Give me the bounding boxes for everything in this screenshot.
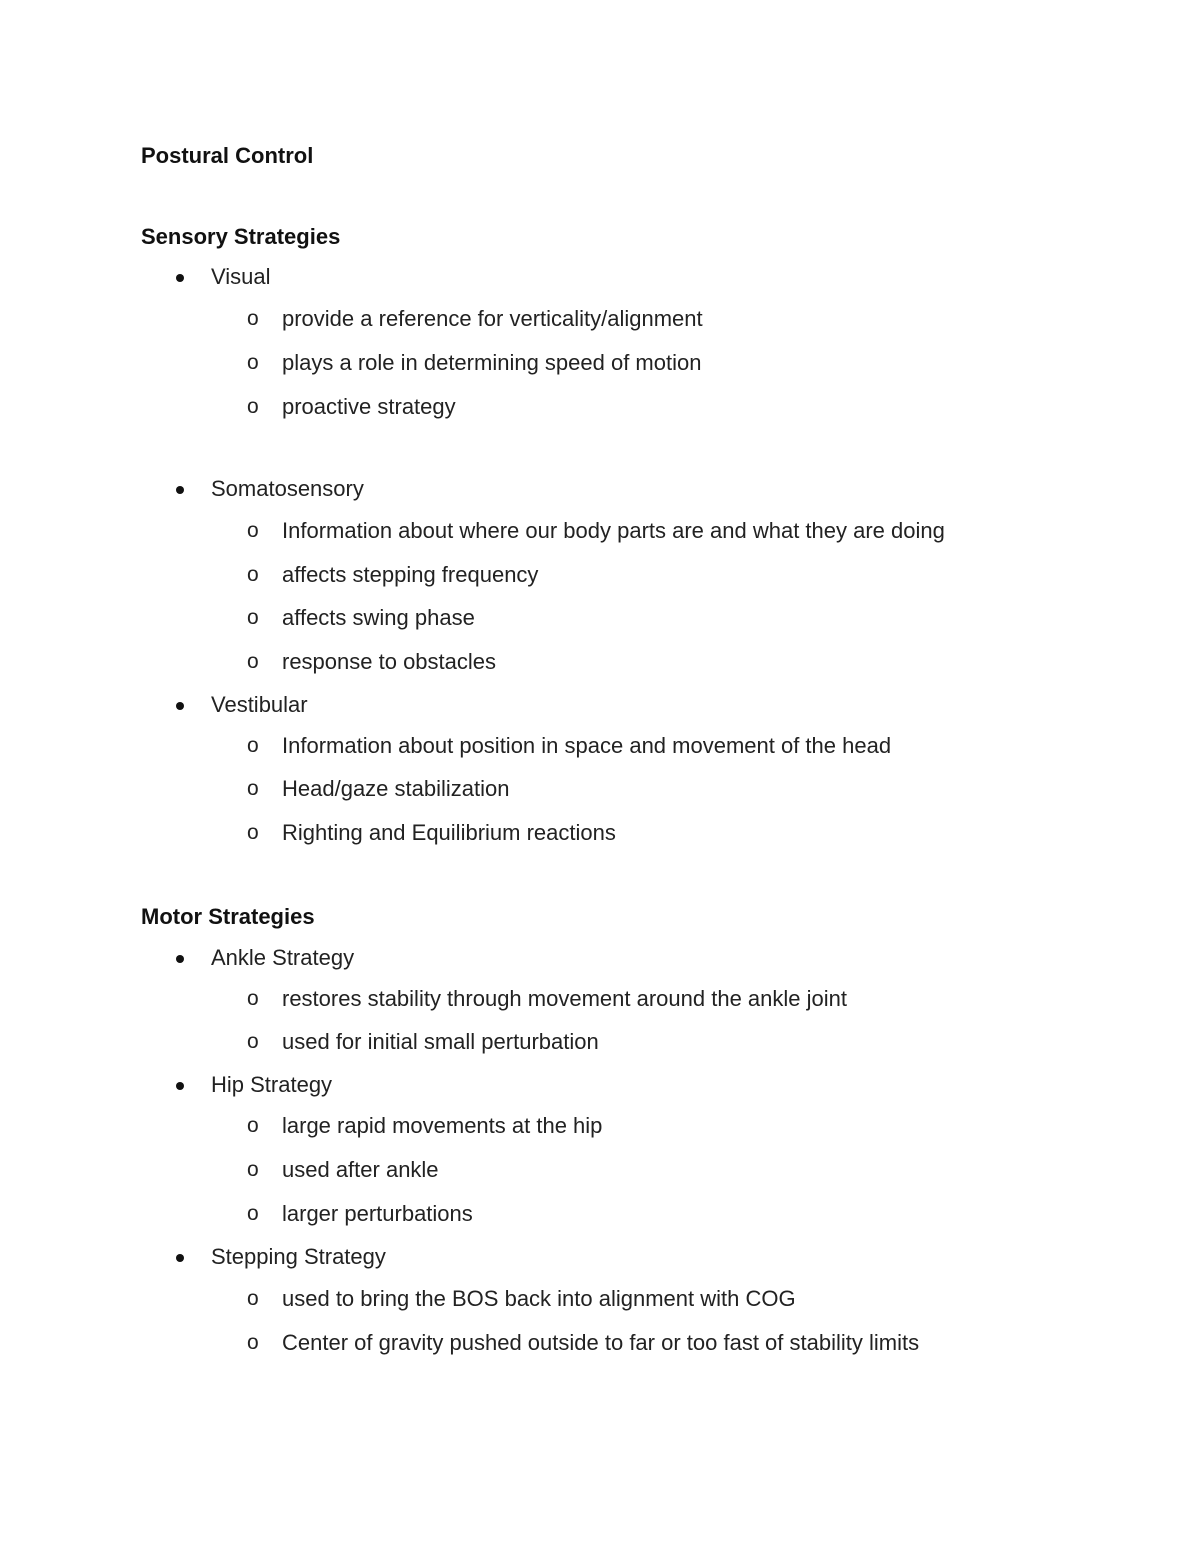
sub-list-item: o larger perturbations <box>282 1201 473 1227</box>
sub-list-item: o Information about position in space and movement of the head <box>282 733 891 759</box>
list-item-stepping-strategy: Stepping Strategy <box>211 1244 386 1269</box>
section-heading-motor: Motor Strategies <box>141 904 315 929</box>
sub-list-item: o restores stability through movement around the ankle joint <box>282 986 847 1012</box>
section-heading-sensory: Sensory Strategies <box>141 224 341 249</box>
list-item-vestibular: Vestibular <box>211 692 308 717</box>
sub-list-item: o proactive strategy <box>282 394 456 420</box>
sub-list-item: o Center of gravity pushed outside to far or too fast of stability limits <box>282 1330 919 1356</box>
sub-list-item: o Righting and Equilibrium reactions <box>282 820 616 846</box>
sub-list-item: o Information about where our body parts are and what they are doing <box>282 518 945 544</box>
sub-list-item: o response to obstacles <box>282 649 496 675</box>
sub-list-item: o large rapid movements at the hip <box>282 1113 602 1139</box>
list-item-visual: Visual <box>211 264 271 289</box>
sub-list-item: o affects swing phase <box>282 605 475 631</box>
sub-list-item: o affects stepping frequency <box>282 562 538 588</box>
sub-list-item: o used to bring the BOS back into alignment with COG <box>282 1286 796 1312</box>
sub-list-item: o used after ankle <box>282 1157 439 1183</box>
list-item-hip-strategy: Hip Strategy <box>211 1072 333 1097</box>
list-item-somatosensory: Somatosensory <box>211 476 364 501</box>
list-item-ankle-strategy: Ankle Strategy <box>211 945 355 970</box>
sub-list-item: o provide a reference for verticality/alignment <box>282 306 703 332</box>
sub-list-item: o used for initial small perturbation <box>282 1029 599 1055</box>
sub-list-item: o Head/gaze stabilization <box>282 776 509 802</box>
sub-list-item: o plays a role in determining speed of motion <box>282 350 701 376</box>
document-title: Postural Control <box>141 143 314 168</box>
